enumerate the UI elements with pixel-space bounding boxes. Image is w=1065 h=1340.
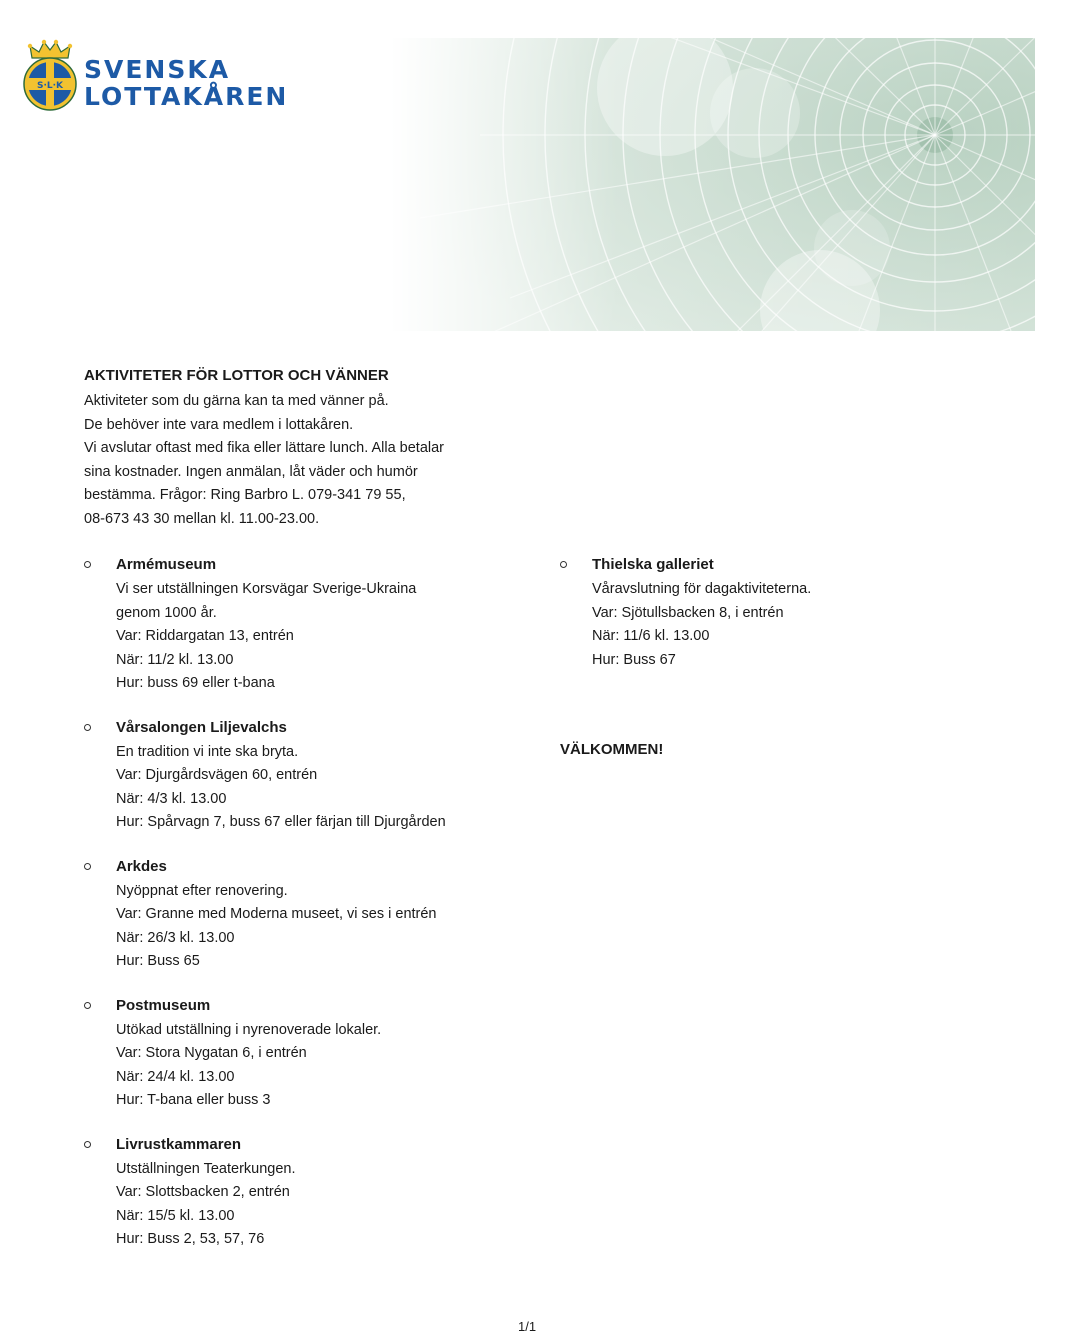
bullet-icon (84, 1141, 91, 1148)
event-line: När: 11/6 kl. 13.00 (592, 628, 710, 644)
event-name: Armémuseum (116, 556, 217, 573)
event-line: Våravslutning för dagaktiviteterna. (592, 581, 812, 597)
event-line: Utställningen Teaterkungen. (116, 1160, 296, 1177)
events-left-column (84, 555, 524, 1274)
event-name: Vårsalongen Liljevalchs (116, 718, 287, 736)
event-name: Livrustkammaren (116, 1135, 242, 1153)
bullet-icon (84, 1002, 91, 1009)
event-livrustkammaren (84, 1135, 524, 1252)
event-line: Hur: T-bana eller buss 3 (116, 1092, 271, 1108)
event-arkdes (84, 857, 524, 974)
event-varsalongen (84, 718, 524, 835)
event-line: När: 24/4 kl. 13.00 (116, 1068, 235, 1085)
event-line: Hur: Buss 2, 53, 57, 76 (116, 1231, 265, 1247)
event-armemuseum (84, 555, 524, 696)
event-line: Hur: Buss 67 (592, 651, 676, 668)
event-name: Postmuseum (116, 996, 211, 1014)
bullet-icon (84, 561, 91, 568)
events-right-column (560, 555, 1000, 694)
event-name: Thielska galleriet (592, 556, 714, 573)
bullet-icon (84, 724, 91, 731)
event-line: Var: Sjötullsbacken 8, i entrén (592, 604, 784, 621)
event-line: När: 15/5 kl. 13.00 (116, 1207, 235, 1224)
event-line: Nyöppnat efter renovering. (116, 882, 288, 899)
event-line: Vi ser utställningen Korsvägar Sverige-Ukraina (116, 581, 417, 597)
event-line: När: 4/3 kl. 13.00 (116, 790, 227, 807)
emblem-text: S·L·K (36, 81, 64, 91)
event-line: Hur: Spårvagn 7, buss 67 eller färjan till Djurgården (116, 814, 446, 830)
event-line: Var: Slottsbacken 2, entrén (116, 1184, 290, 1200)
event-line: Var: Djurgårdsvägen 60, entrén (116, 767, 318, 783)
event-postmuseum (84, 996, 524, 1113)
event-line: En tradition vi inte ska bryta. (116, 743, 299, 760)
welcome-text: VÄLKOMMEN! (560, 741, 664, 758)
bullet-icon (84, 863, 91, 870)
slk-emblem-icon (22, 38, 78, 114)
intro-line: Aktiviteter som du gärna kan ta med vänner på. (84, 393, 389, 409)
logo-wordmark (84, 56, 288, 110)
header-banner-image (390, 38, 1035, 331)
event-name: Arkdes (116, 857, 167, 875)
logo (22, 38, 322, 118)
page-heading: AKTIVITETER FÖR LOTTOR OCH VÄNNER (84, 367, 389, 384)
bullet-icon (560, 561, 567, 568)
intro-line: Vi avslutar oftast med fika eller lättare lunch. Alla betalar (84, 440, 445, 456)
intro-line: bestämma. Frågor: Ring Barbro L. 079-341 79 55, (84, 487, 406, 503)
event-line: genom 1000 år. (116, 604, 217, 621)
intro-section (84, 366, 524, 531)
logo-line-1: SVENSKA (84, 55, 231, 84)
intro-line: De behöver inte vara medlem i lottakåren. (84, 416, 354, 433)
event-line: Var: Stora Nygatan 6, i entrén (116, 1045, 307, 1061)
event-line: Utökad utställning i nyrenoverade lokaler. (116, 1021, 382, 1038)
intro-line: sina kostnader. Ingen anmälan, låt väder och humör (84, 463, 418, 480)
event-line: När: 26/3 kl. 13.00 (116, 929, 235, 946)
event-line: Hur: buss 69 eller t-bana (116, 675, 275, 691)
event-line: Var: Riddargatan 13, entrén (116, 628, 294, 644)
intro-line: 08-673 43 30 mellan kl. 11.00-23.00. (84, 510, 320, 527)
event-line: Var: Granne med Moderna museet, vi ses i entrén (116, 906, 437, 922)
event-thielska-galleriet (560, 555, 1000, 672)
logo-line-2: LOTTAKÅREN (84, 82, 289, 111)
page-number: 1/1 (518, 1319, 537, 1334)
event-line: Hur: Buss 65 (116, 953, 200, 969)
event-line: När: 11/2 kl. 13.00 (116, 651, 234, 668)
